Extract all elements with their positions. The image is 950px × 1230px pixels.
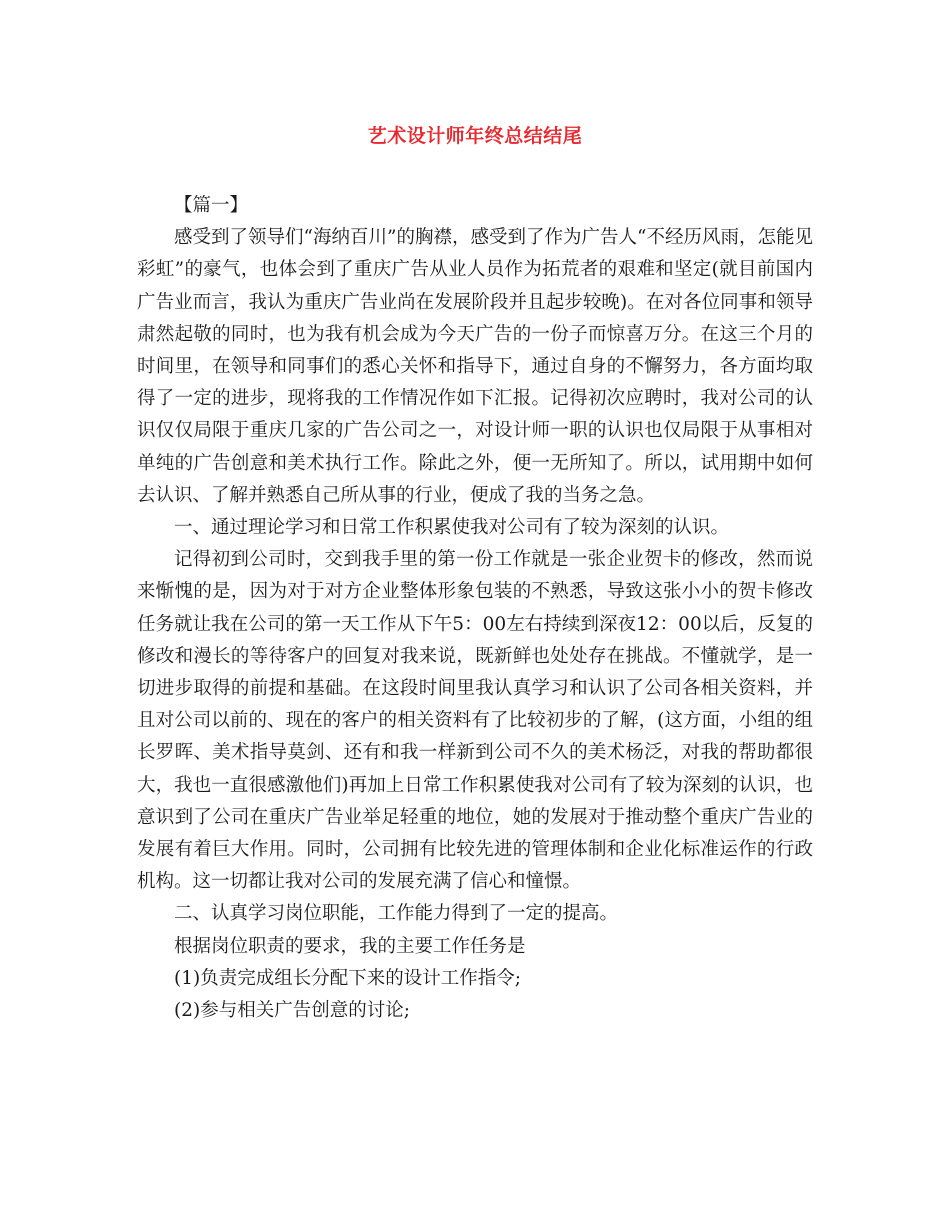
document-title: 艺术设计师年终总结结尾	[367, 125, 583, 147]
heading-point-two: 二、认真学习岗位职能，工作能力得到了一定的提高。	[174, 903, 619, 925]
document-body	[137, 190, 813, 1027]
duty-item-2: (2)参与相关广告创意的讨论;	[174, 1000, 410, 1022]
paragraph-first-work: 记得初到公司时，交到我手里的第一份工作就是一张企业贺卡的修改，然而说来惭愧的是，因为对于对方企业整体形象包装的不熟悉，导致这张小小的贺卡修改任务就让我在公司的第一天工作从下午5：00左右持续到深夜12：00以后，反复的修改和漫长的等待客户的回复对我来说，既新鲜也处处存在挑战。不懂就学，是一切进步取得的前提和基础。在这段时间里我认真学习和认识了公司各相关资料，并且对公司以前的、现在的客户的相关资料有了比较初步的了解，(这方面，小组的组长罗晖、美术指导莫剑、还有和我一样新到公司不久的美术杨泛，对我的帮助都很大，我也一直很感激他们)再加上日常工作积累使我对公司有了较为深刻的认识，也意识到了公司在重庆广告业举足轻重的地位，她的发展对于推动整个重庆广告业的发展有着巨大作用。同时，公司拥有比较先进的管理体制和企业化标准运作的行政机构。这一切都让我对公司的发展充满了信心和憧憬。	[137, 549, 813, 893]
heading-point-one: 一、通过理论学习和日常工作积累使我对公司有了较为深刻的认识。	[174, 517, 730, 539]
paragraph-duties-intro: 根据岗位职责的要求，我的主要工作任务是	[174, 935, 526, 957]
duty-item-1: (1)负责完成组长分配下来的设计工作指令;	[174, 967, 521, 989]
paragraph-intro: 感受到了领导们“海纳百川”的胸襟，感受到了作为广告人“不经历风雨，怎能见彩虹”的豪气，也体会到了重庆广告从业人员作为拓荒者的艰难和坚定(就目前国内广告业而言，我认为重庆广告业尚在发展阶段并且起步较晚)。在对各位同事和领导肃然起敬的同时，也为我有机会成为今天广告的一份子而惊喜万分。在这三个月的时间里，在领导和同事们的悉心关怀和指导下，通过自身的不懈努力，各方面均取得了一定的进步，现将我的工作情况作如下汇报。记得初次应聘时，我对公司的认识仅仅局限于重庆几家的广告公司之一，对设计师一职的认识也仅局限于从事相对单纯的广告创意和美术执行工作。除此之外，便一无所知了。所以，试用期中如何去认识、了解并熟悉自己所从事的行业，便成了我的当务之急。	[137, 227, 813, 506]
section-label: 【篇一】	[174, 195, 249, 216]
